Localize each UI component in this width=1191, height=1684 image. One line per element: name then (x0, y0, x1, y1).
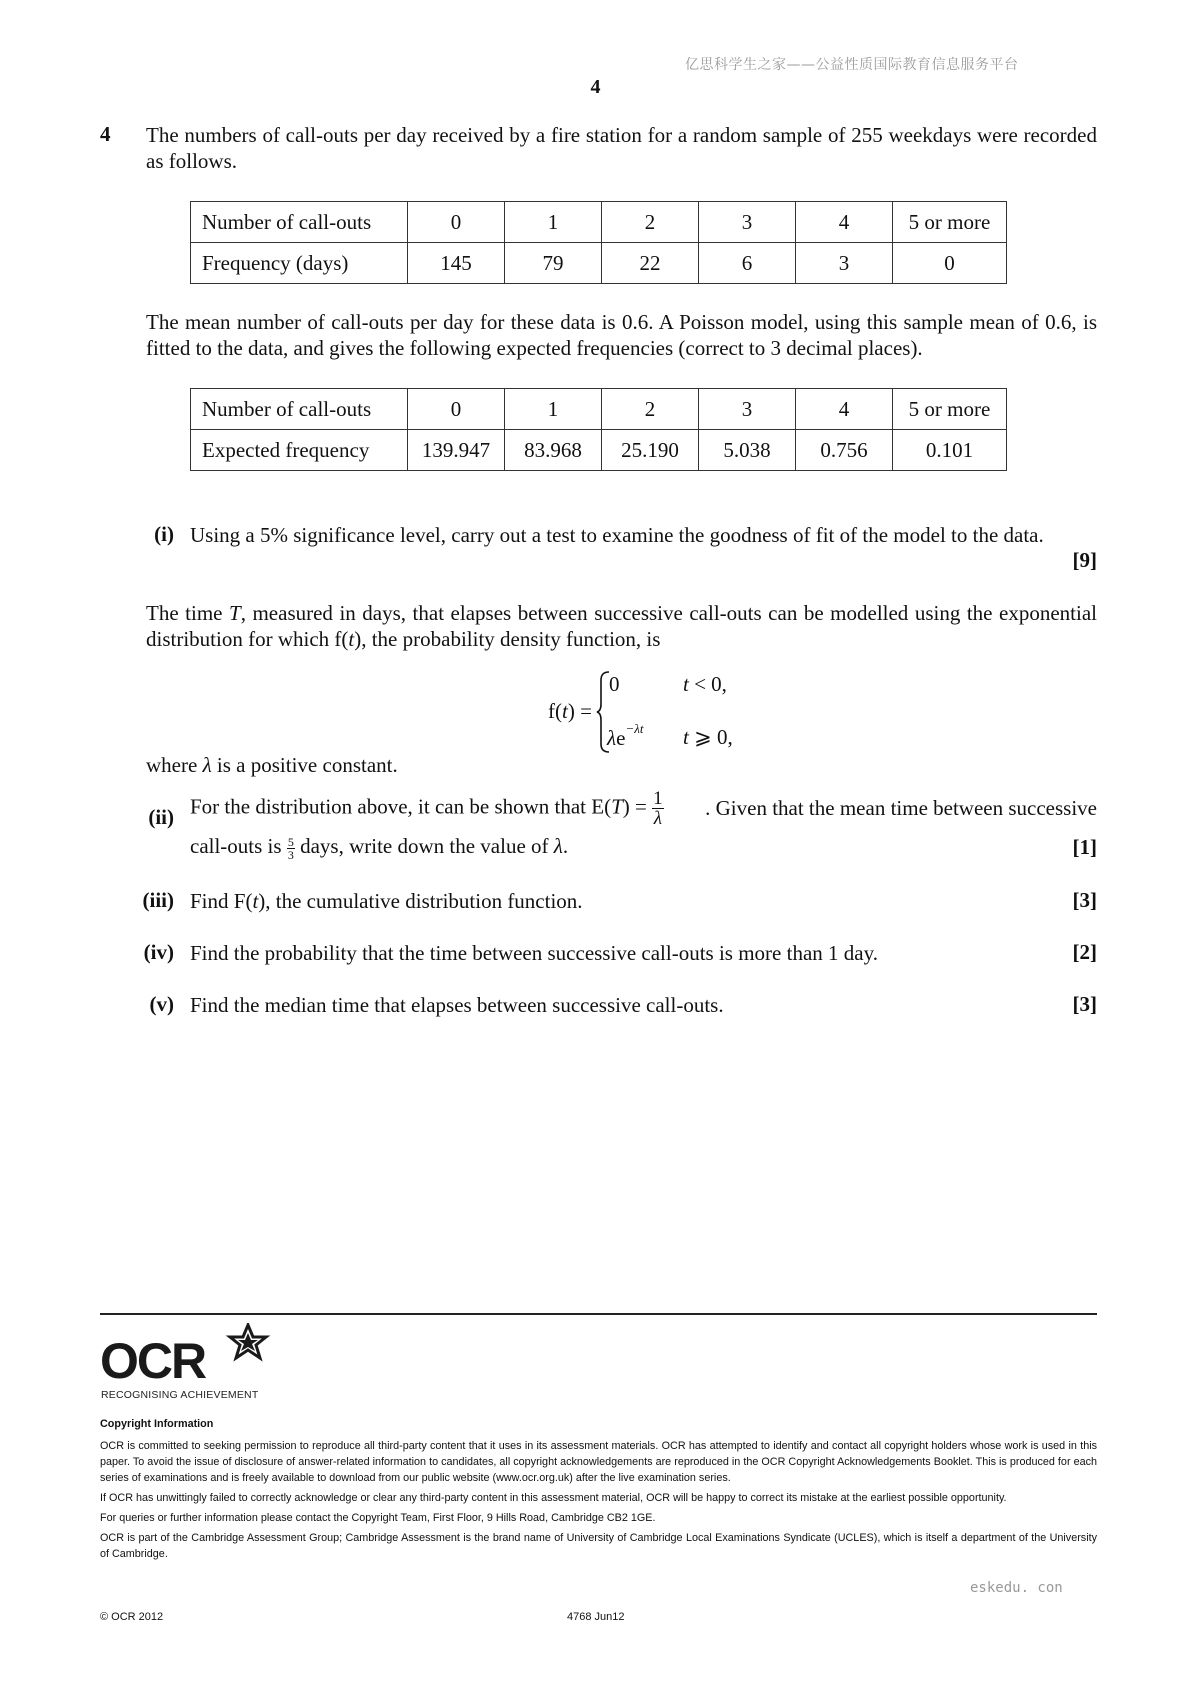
pdf-case1-value: 0 (609, 672, 620, 696)
star-icon (230, 1325, 266, 1358)
where-line (146, 752, 1097, 778)
var-lambda: λ (607, 726, 617, 750)
table-cell: 83.968 (505, 430, 602, 471)
text-fragment: ), the probability density function, is (354, 627, 661, 651)
part-ii-marks: [1] (1072, 835, 1097, 859)
text-fragment: , measured in days, that elapses between successive call-outs can be modelled using the exponential distribution for which f( (146, 601, 1097, 651)
row-label: Number of call-outs (191, 202, 408, 243)
part-ii-text-wrap (190, 789, 664, 828)
table-row (191, 243, 1007, 284)
table-row (191, 202, 1007, 243)
fraction-denominator: λ (653, 807, 662, 829)
part-i-text: Using a 5% significance level, carry out a test to examine the goodness of fit of the model to the data. (190, 523, 1044, 547)
copyright-paragraph: OCR is committed to seeking permission to reproduce all third-party content that it uses in its assessment materials. OCR has attempted to identify and contact all copyright holders whose work is used in this paper. To avoid the issue of disclosure of answer-related information to candidates, all copyright acknowledgements are reproduced in the OCR Copyright Acknowledgements Booklet. This is produced for each series of examinations and is freely available to download from our public website (www.ocr.org.uk) after the live examination series. (100, 1440, 1097, 1484)
table-cell: 1 (505, 202, 602, 243)
text-fragment: f( (548, 699, 562, 723)
watermark-bottom: eskedu. con (970, 1580, 1063, 1596)
page-number: 4 (590, 76, 601, 98)
text-fragment: ), the cumulative distribution function. (258, 889, 583, 913)
part-v-label: (v) (149, 992, 174, 1016)
copyright-title: Copyright Information (100, 1418, 214, 1430)
table-cell: 5 or more (893, 202, 1007, 243)
copyright-paragraph: For queries or further information please contact the Copyright Team, First Floor, 9 Hills Road, Cambridge CB2 1GE. (100, 1512, 656, 1524)
ocr-logo (100, 1323, 280, 1389)
text-fragment: For the distribution above, it can be shown that E( (190, 793, 612, 818)
part-iv-marks: [2] (1072, 940, 1097, 964)
table-cell: 4 (796, 389, 893, 430)
pdf-case1-condition (683, 672, 727, 697)
part-ii-label: (ii) (148, 805, 174, 829)
text-fragment: call-outs is (190, 834, 287, 858)
var-t: t (562, 699, 568, 723)
footer-paper-code: 4768 Jun12 (567, 1611, 625, 1623)
part-ii-line2 (190, 833, 1050, 861)
table-cell: 2 (602, 202, 699, 243)
row-label: Expected frequency (191, 430, 408, 471)
ocr-tagline: RECOGNISING ACHIEVEMENT (101, 1389, 259, 1401)
text-fragment: . (562, 834, 569, 858)
part-iii-label: (iii) (142, 888, 174, 912)
text-fragment: < 0, (688, 672, 727, 696)
part-iii-marks: [3] (1072, 888, 1097, 912)
table-cell: 1 (505, 389, 602, 430)
pdf-case2-condition (683, 725, 733, 750)
part-iv-label: (iv) (143, 940, 174, 964)
var-t: t (683, 725, 689, 749)
exponent: −λt (625, 721, 644, 736)
var-t: t (348, 627, 355, 651)
part-i-label: (i) (154, 522, 174, 546)
var-T: T (611, 793, 623, 818)
copyright-paragraph: If OCR has unwittingly failed to correctly acknowledge or clear any third-party content in this assessment material, OCR will be happy to correct its mistake at the earliest possible opportunity. (100, 1492, 1007, 1504)
table-cell: 0 (408, 389, 505, 430)
exponential-description (146, 600, 1097, 652)
expected-frequency-table (190, 388, 1007, 471)
text-fragment: The time (146, 601, 230, 625)
table-cell: 0.756 (796, 430, 893, 471)
row-label: Number of call-outs (191, 389, 408, 430)
table-row (191, 389, 1007, 430)
copyright-paragraph: OCR is part of the Cambridge Assessment Group; Cambridge Assessment is the brand name of University of Cambridge Local Examinations Syndicate (UCLES), which is itself a department of the University of Cambridge. (100, 1532, 1097, 1560)
exponential-text (146, 600, 1097, 652)
table-cell: 4 (796, 202, 893, 243)
var-T: T (229, 601, 241, 625)
ocr-logo-text: OCR (100, 1333, 206, 1389)
model-description (146, 309, 1097, 361)
part-v-text: Find the median time that elapses between successive call-outs. (190, 993, 724, 1017)
fraction-one-over-lambda (652, 789, 664, 828)
table-cell: 139.947 (408, 430, 505, 471)
part-i-marks: [9] (1072, 548, 1097, 572)
text-fragment: is a positive constant. (211, 753, 398, 777)
table-cell: 22 (602, 243, 699, 284)
fraction-denominator: 3 (287, 847, 294, 862)
table-cell: 5 or more (893, 389, 1007, 430)
text-fragment: ) = (567, 699, 592, 723)
var-lambda: λ (553, 834, 563, 858)
table-cell: 0 (408, 202, 505, 243)
table-cell: 3 (796, 243, 893, 284)
row-label: Frequency (days) (191, 243, 408, 284)
question-number: 4 (100, 122, 111, 146)
table-cell: 79 (505, 243, 602, 284)
pdf-case2-value (607, 721, 644, 751)
var-t: t (683, 672, 689, 696)
pdf-lhs (548, 699, 592, 724)
intro-text: The numbers of call-outs per day received by a fire station for a random sample of 255 weekdays were recorded as follows. (146, 123, 1097, 173)
watermark-top: 亿思科学生之家——公益性质国际教育信息服务平台 (685, 57, 1019, 73)
text-fragment: where (146, 753, 203, 777)
text-fragment: ) = (622, 793, 653, 818)
var-lambda: λ (202, 753, 212, 777)
fraction-numerator: 1 (653, 787, 663, 809)
footer-copyright-code: © OCR 2012 (100, 1611, 164, 1623)
part-iv-text: Find the probability that the time between successive call-outs is more than 1 day. (190, 941, 878, 965)
text-fragment: days, write down the value of (294, 834, 554, 858)
footer-divider (100, 1313, 1097, 1315)
copyright-block (100, 1416, 1097, 1566)
part-ii-line1 (190, 787, 1097, 829)
table-cell: 3 (699, 389, 796, 430)
fraction-five-thirds (287, 836, 295, 861)
var-t: t (252, 889, 259, 913)
question-intro (146, 122, 1097, 174)
fraction-numerator: 5 (287, 834, 294, 849)
table-row (191, 430, 1007, 471)
text-fragment: ⩾ 0, (688, 725, 733, 749)
text-fragment: Find F( (190, 889, 253, 913)
part-v-marks: [3] (1072, 992, 1097, 1016)
part-iii-text (190, 888, 1030, 914)
model-text: The mean number of call-outs per day for these data is 0.6. A Poisson model, using this sample mean of 0.6, is fitted to the data, and gives the following expected frequencies (correct to 3 decimal places). (146, 310, 1097, 360)
table-cell: 3 (699, 202, 796, 243)
table-cell: 0.101 (893, 430, 1007, 471)
table-cell: 2 (602, 389, 699, 430)
table-cell: 145 (408, 243, 505, 284)
text-fragment: . Given that the mean time between successive (705, 796, 1097, 820)
table-cell: 0 (893, 243, 1007, 284)
frequency-table (190, 201, 1007, 284)
table-cell: 5.038 (699, 430, 796, 471)
text-fragment: e (616, 726, 626, 750)
table-cell: 6 (699, 243, 796, 284)
where-text (146, 752, 1097, 778)
table-cell: 25.190 (602, 430, 699, 471)
